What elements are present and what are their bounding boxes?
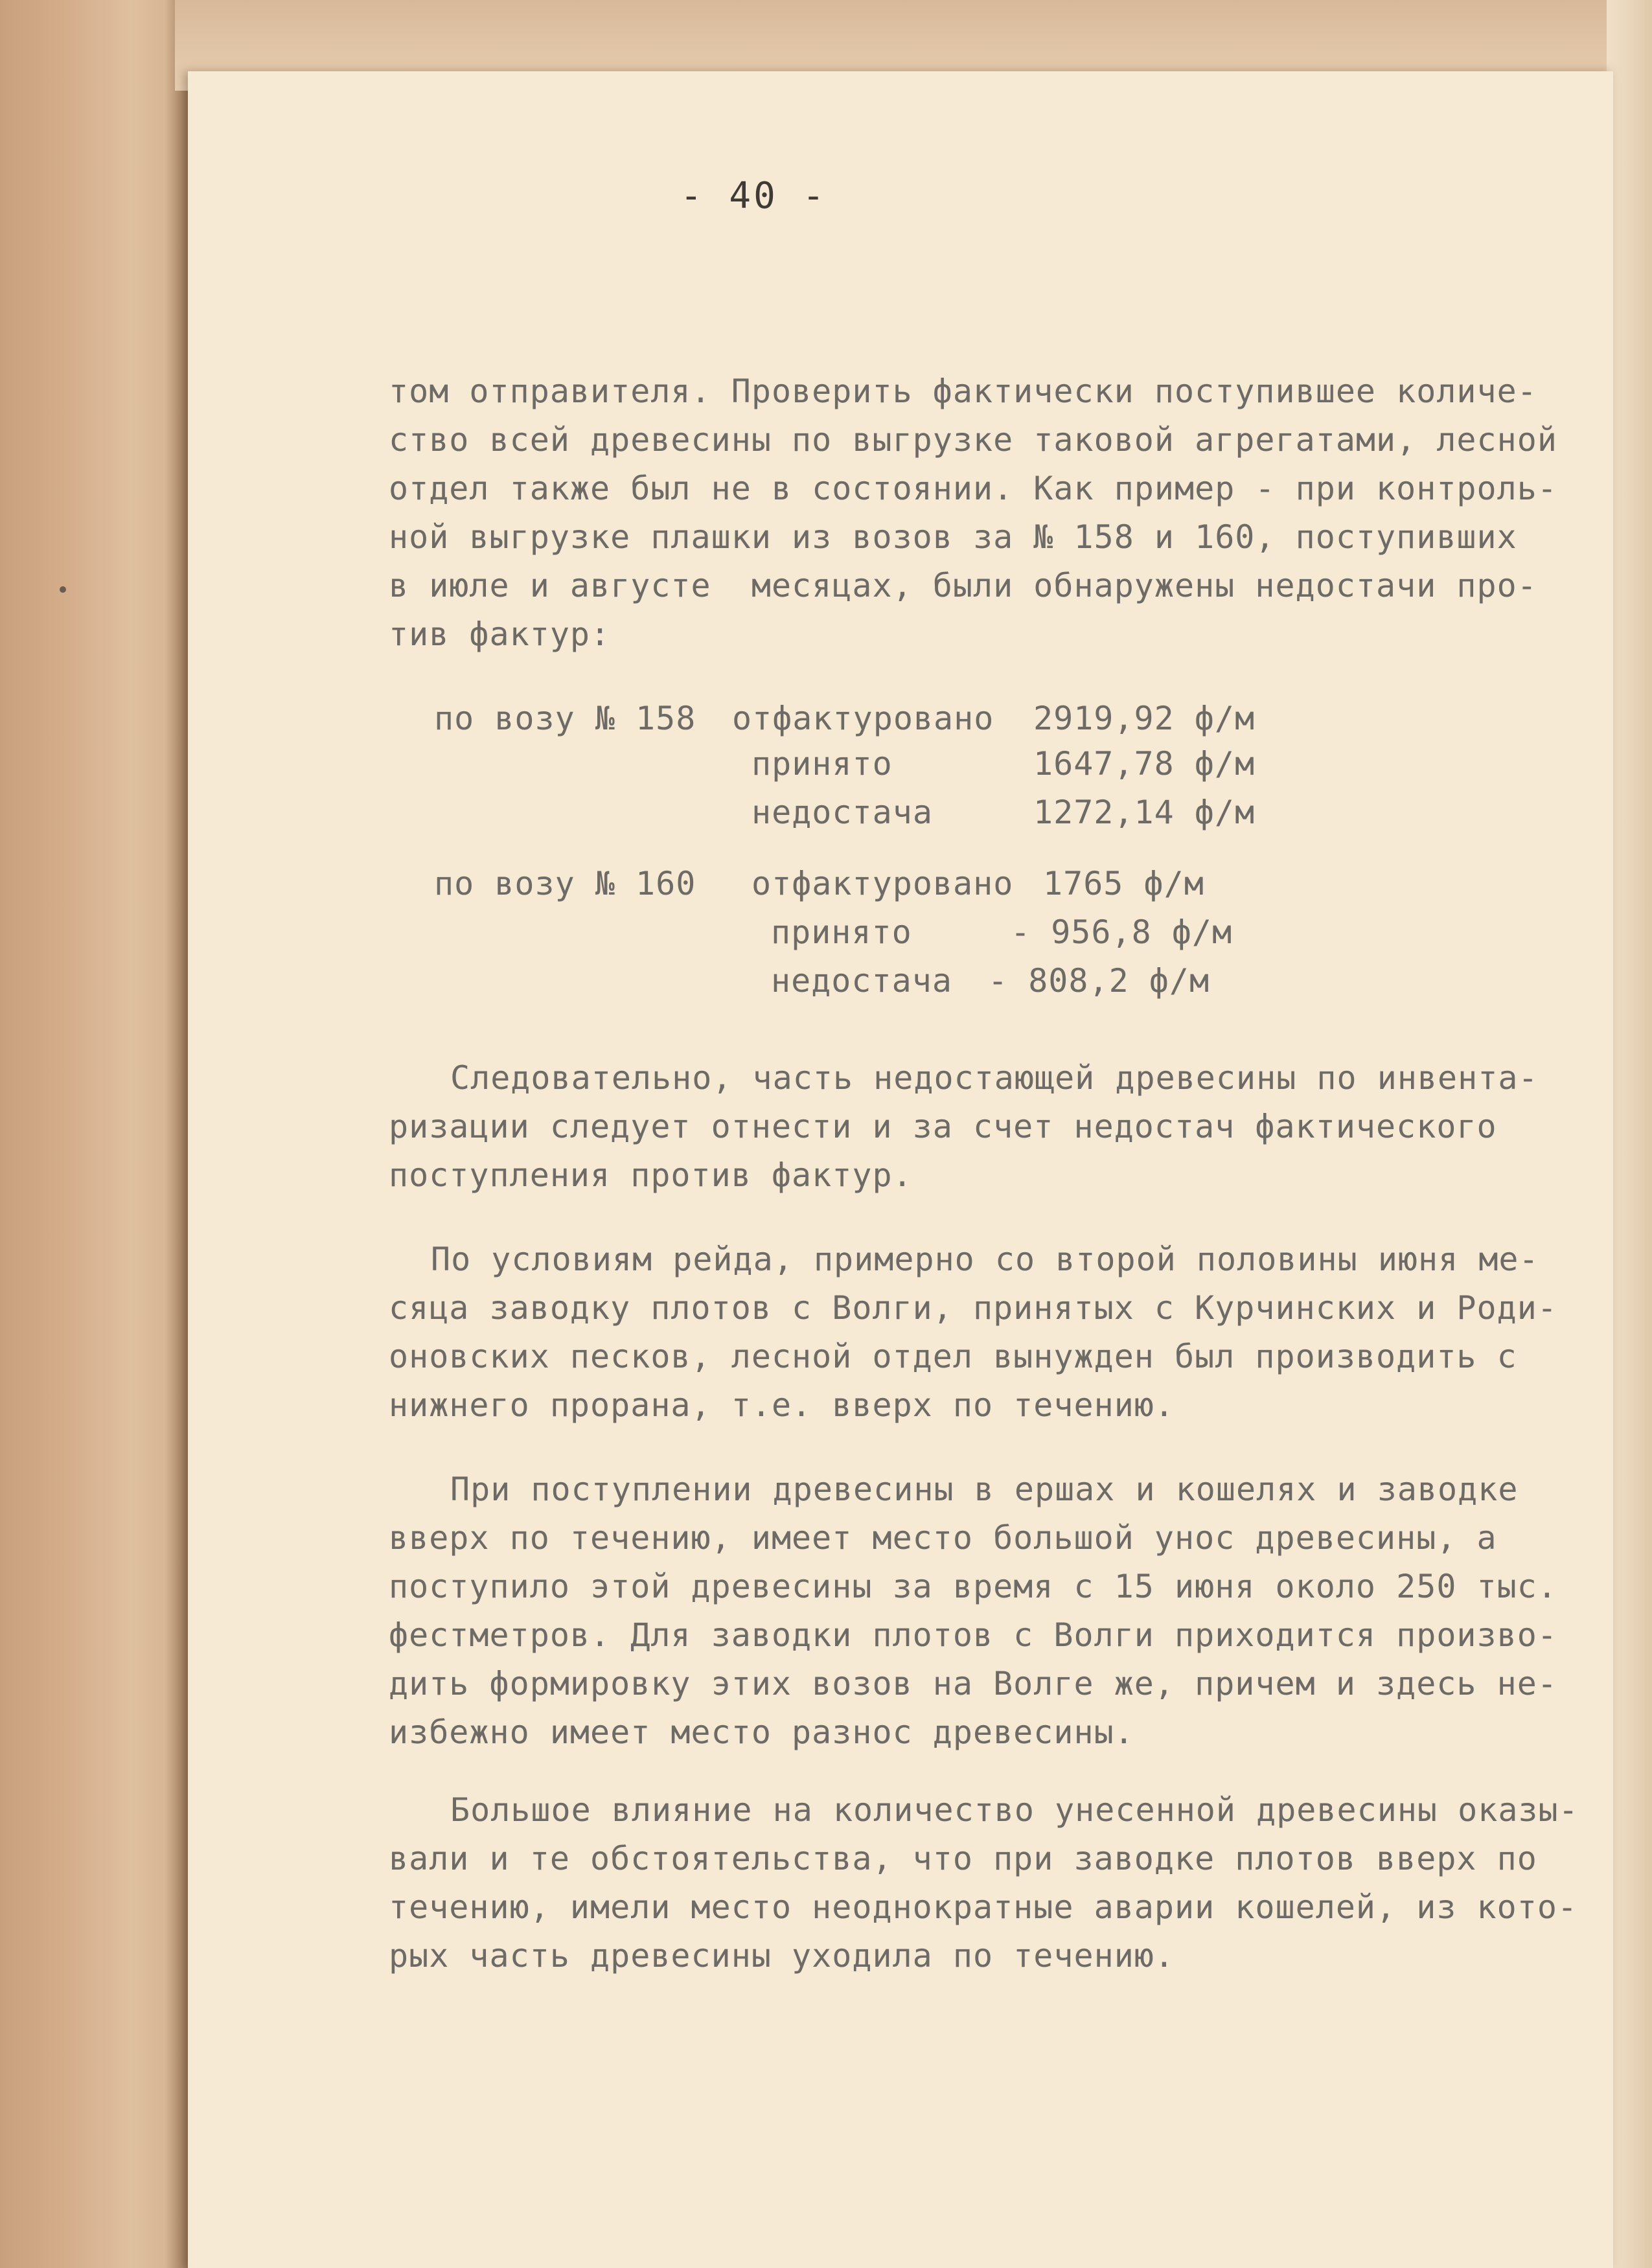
paragraph-3-line-4: фестметров. Для заводки плотов с Волги приходится произво- [389, 1616, 1557, 1654]
paragraph-2-line-1: По условиям рейда, примерно со второй половины июня ме- [431, 1241, 1539, 1278]
paragraph-1-line-3: поступления против фактур. [389, 1156, 913, 1194]
intro-line-1: том отправителя. Проверить фактически поступившее количе- [389, 372, 1537, 410]
wagon-160-accepted-value: - 956,8 ф/м [1011, 913, 1233, 951]
underlying-sheet-right [1607, 0, 1652, 2268]
intro-line-6: тив фактур: [389, 615, 611, 653]
paragraph-3-line-6: избежно имеет место разнос древесины. [389, 1713, 1134, 1751]
paragraph-3-line-1: При поступлении древесины в ершах и кошелях и заводке [450, 1471, 1519, 1508]
wagon-160-label: по возу № 160 [434, 865, 696, 902]
wagon-160-invoiced-value: 1765 ф/м [1043, 865, 1204, 902]
paragraph-1-line-1: Следовательно, часть недостающей древесины по инвента- [450, 1059, 1539, 1097]
wagon-160-accepted-label: принято [771, 913, 912, 951]
binder-fold-shadow [165, 0, 191, 2268]
wagon-158-shortage-label: недостача [751, 794, 933, 831]
paragraph-3-line-5: дить формировку этих возов на Волге же, причем и здесь не- [389, 1665, 1557, 1702]
wagon-160-invoiced-label: отфактуровано [751, 865, 1014, 902]
paragraph-4-line-4: рых часть древесины уходила по течению. [389, 1937, 1175, 1975]
paragraph-2-line-3: оновских песков, лесной отдел вынужден был производить с [389, 1338, 1517, 1375]
wagon-160-shortage-label: недостача [771, 962, 952, 1000]
binder-hole [60, 586, 66, 593]
paragraph-2-line-4: нижнего прорана, т.е. вверх по течению. [389, 1386, 1175, 1424]
intro-line-5: в июле и августе месяцах, были обнаружены недостачи про- [389, 567, 1537, 604]
wagon-158-accepted-value: 1647,78 ф/м [1033, 745, 1256, 783]
wagon-158-invoiced-value: 2919,92 ф/м [1033, 700, 1256, 737]
paragraph-3-line-2: вверх по течению, имеет место большой унос древесины, а [389, 1519, 1497, 1557]
intro-line-3: отдел также был не в состоянии. Как пример - при контроль- [389, 470, 1557, 507]
paragraph-1-line-2: ризации следует отнести и за счет недостач фактического [389, 1108, 1497, 1145]
intro-line-4: ной выгрузке плашки из возов за № 158 и 160, поступивших [389, 518, 1517, 556]
intro-line-2: ство всей древесины по выгрузке таковой агрегатами, лесной [389, 421, 1557, 459]
paragraph-3-line-3: поступило этой древесины за время с 15 июня около 250 тыс. [389, 1568, 1557, 1605]
wagon-160-shortage-value: - 808,2 ф/м [988, 962, 1210, 1000]
page-number: - 40 - [680, 175, 827, 217]
paragraph-2-line-2: сяца заводку плотов с Волги, принятых с Курчинских и Роди- [389, 1289, 1557, 1327]
wagon-158-accepted-label: принято [751, 745, 893, 783]
paragraph-4-line-1: Большое влияние на количество унесенной древесины оказы- [450, 1791, 1579, 1829]
paragraph-4-line-2: вали и те обстоятельства, что при заводке плотов вверх по [389, 1840, 1537, 1877]
wagon-158-label: по возу № 158 [434, 700, 696, 737]
paragraph-4-line-3: течению, имели место неоднократные аварии кошелей, из кото- [389, 1888, 1578, 1926]
wagon-158-shortage-value: 1272,14 ф/м [1033, 794, 1256, 831]
wagon-158-invoiced-label: отфактуровано [732, 700, 994, 737]
folder-binder [0, 0, 188, 2268]
